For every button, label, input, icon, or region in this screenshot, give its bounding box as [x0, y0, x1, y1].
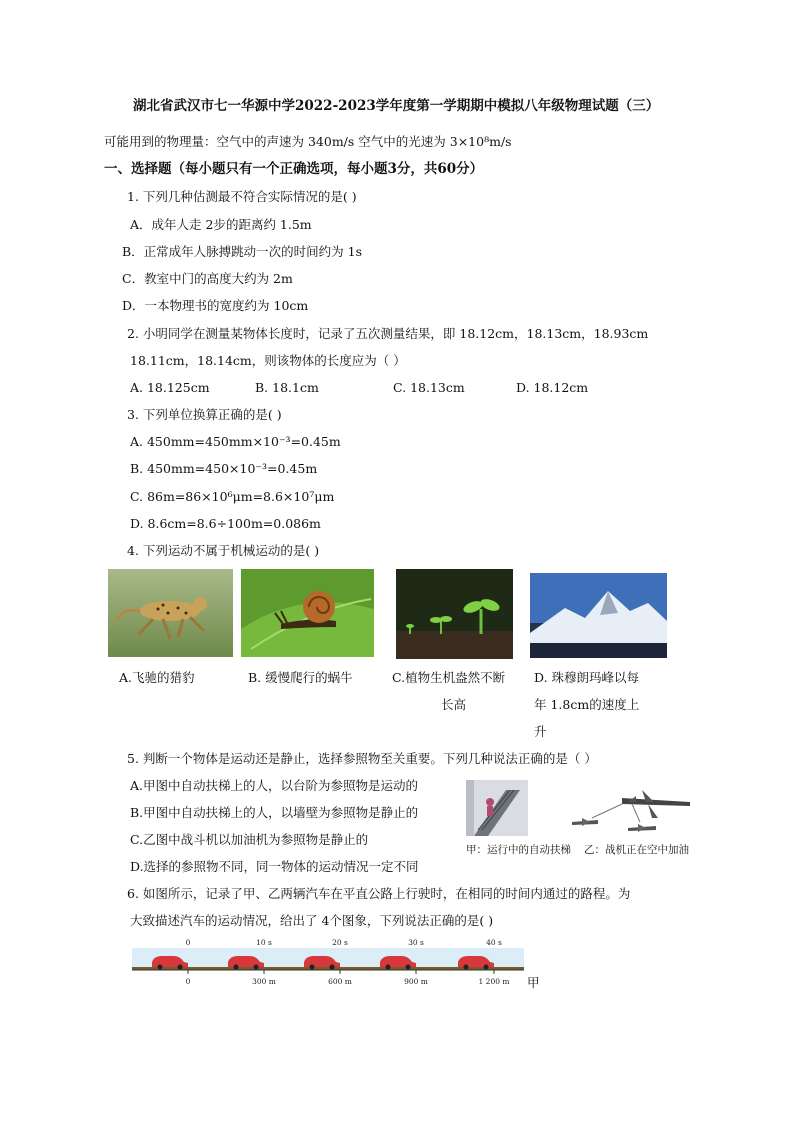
q5-stem: 5. 判断一个物体是运动还是静止，选择参照物至关重要。下列几种说法正确的是（ ） — [127, 751, 597, 766]
q4-option-d-line3: 升 — [534, 724, 547, 739]
q5-option-a: A.甲图中自动扶梯上的人，以台阶为参照物是运动的 — [130, 778, 419, 793]
q3-stem: 3. 下列单位换算正确的是( ) — [127, 407, 282, 422]
distance-label-3: 900 m — [404, 977, 428, 986]
q4-option-d-line1: D. 珠穆朗玛峰以每 — [534, 670, 640, 685]
q6-stem-line2: 大致描述汽车的运动情况，给出了 4个图象，下列说法正确的是( ) — [130, 913, 494, 928]
distance-label-4: 1 200 m — [478, 977, 510, 986]
q2-stem-line1: 2. 小明同学在测量某物体长度时，记录了五次测量结果，即 18.12cm，18.13cm，18.93cm — [127, 326, 649, 341]
time-label-1: 10 s — [256, 938, 272, 947]
caption-escalator: 甲：运行中的自动扶梯 — [466, 844, 571, 856]
q3-option-d: D. 8.6cm=8.6÷100m=0.086m — [130, 516, 321, 531]
diagram-label-jia: 甲 — [527, 975, 540, 990]
q5-option-b: B.甲图中自动扶梯上的人，以墙壁为参照物是静止的 — [130, 805, 419, 820]
physical-constants: 可能用到的物理量：空气中的声速为 340m/s 空气中的光速为 3×10⁸m/s — [104, 134, 512, 149]
q1-option-c: C．教室中门的高度大约为 2m — [122, 271, 293, 286]
q4-stem: 4. 下列运动不属于机械运动的是( ) — [127, 543, 320, 558]
q1-option-d: D．一本物理书的宽度约为 10cm — [122, 298, 309, 313]
road-diagram — [130, 936, 526, 992]
q3-option-c: C. 86m=86×10⁶μm=8.6×10⁷μm — [130, 489, 335, 504]
q2-stem-line2: 18.11cm，18.14cm，则该物体的长度应为（ ） — [130, 353, 406, 368]
q3-option-b: B. 450mm=450×10⁻³=0.45m — [130, 461, 318, 476]
sprout-image — [396, 569, 513, 659]
q3-option-a: A. 450mm=450mm×10⁻³=0.45m — [130, 434, 341, 449]
time-label-0: 0 — [185, 938, 191, 947]
refueling-aircraft-image — [562, 782, 694, 837]
time-label-2: 20 s — [332, 938, 348, 947]
q4-option-b: B. 缓慢爬行的蜗牛 — [248, 670, 353, 685]
cheetah-image — [108, 569, 233, 657]
page-title: 湖北省武汉市七一华源中学2022-2023学年度第一学期期中模拟八年级物理试题（三） — [133, 98, 660, 114]
q4-option-c-line2: 长高 — [441, 697, 467, 712]
q4-option-c-line1: C.植物生机盎然不断 — [392, 670, 506, 685]
everest-image — [530, 573, 667, 658]
q6-stem-line1: 6. 如图所示，记录了甲、乙两辆汽车在平直公路上行驶时，在相同的时间内通过的路程。为 — [127, 886, 631, 901]
distance-label-2: 600 m — [328, 977, 352, 986]
distance-label-0: 0 — [185, 977, 191, 986]
q1-option-b: B．正常成年人脉搏跳动一次的时间约为 1s — [122, 244, 363, 259]
time-label-3: 30 s — [408, 938, 424, 947]
q1-stem: 1. 下列几种估测最不符合实际情况的是( ) — [127, 189, 357, 204]
q2-option-c: C. 18.13cm — [393, 380, 465, 395]
caption-refueling: 乙：战机正在空中加油 — [584, 844, 689, 856]
q2-option-d: D. 18.12cm — [516, 380, 589, 395]
q5-option-c: C.乙图中战斗机以加油机为参照物是静止的 — [130, 832, 369, 847]
escalator-image — [466, 780, 528, 836]
q4-option-d-line2: 年 1.8cm的速度上 — [534, 697, 640, 712]
q2-option-a: A. 18.125cm — [130, 380, 210, 395]
q1-option-a: A．成年人走 2步的距离约 1.5m — [130, 217, 312, 232]
q2-option-b: B. 18.1cm — [255, 380, 319, 395]
time-label-4: 40 s — [486, 938, 502, 947]
snail-image — [241, 569, 374, 657]
section-heading: 一、选择题（每小题只有一个正确选项，每小题3分，共60分） — [104, 161, 484, 177]
q4-option-a: A.飞驰的猎豹 — [119, 670, 195, 685]
q5-option-d: D.选择的参照物不同，同一物体的运动情况一定不同 — [130, 859, 419, 874]
distance-label-1: 300 m — [252, 977, 276, 986]
